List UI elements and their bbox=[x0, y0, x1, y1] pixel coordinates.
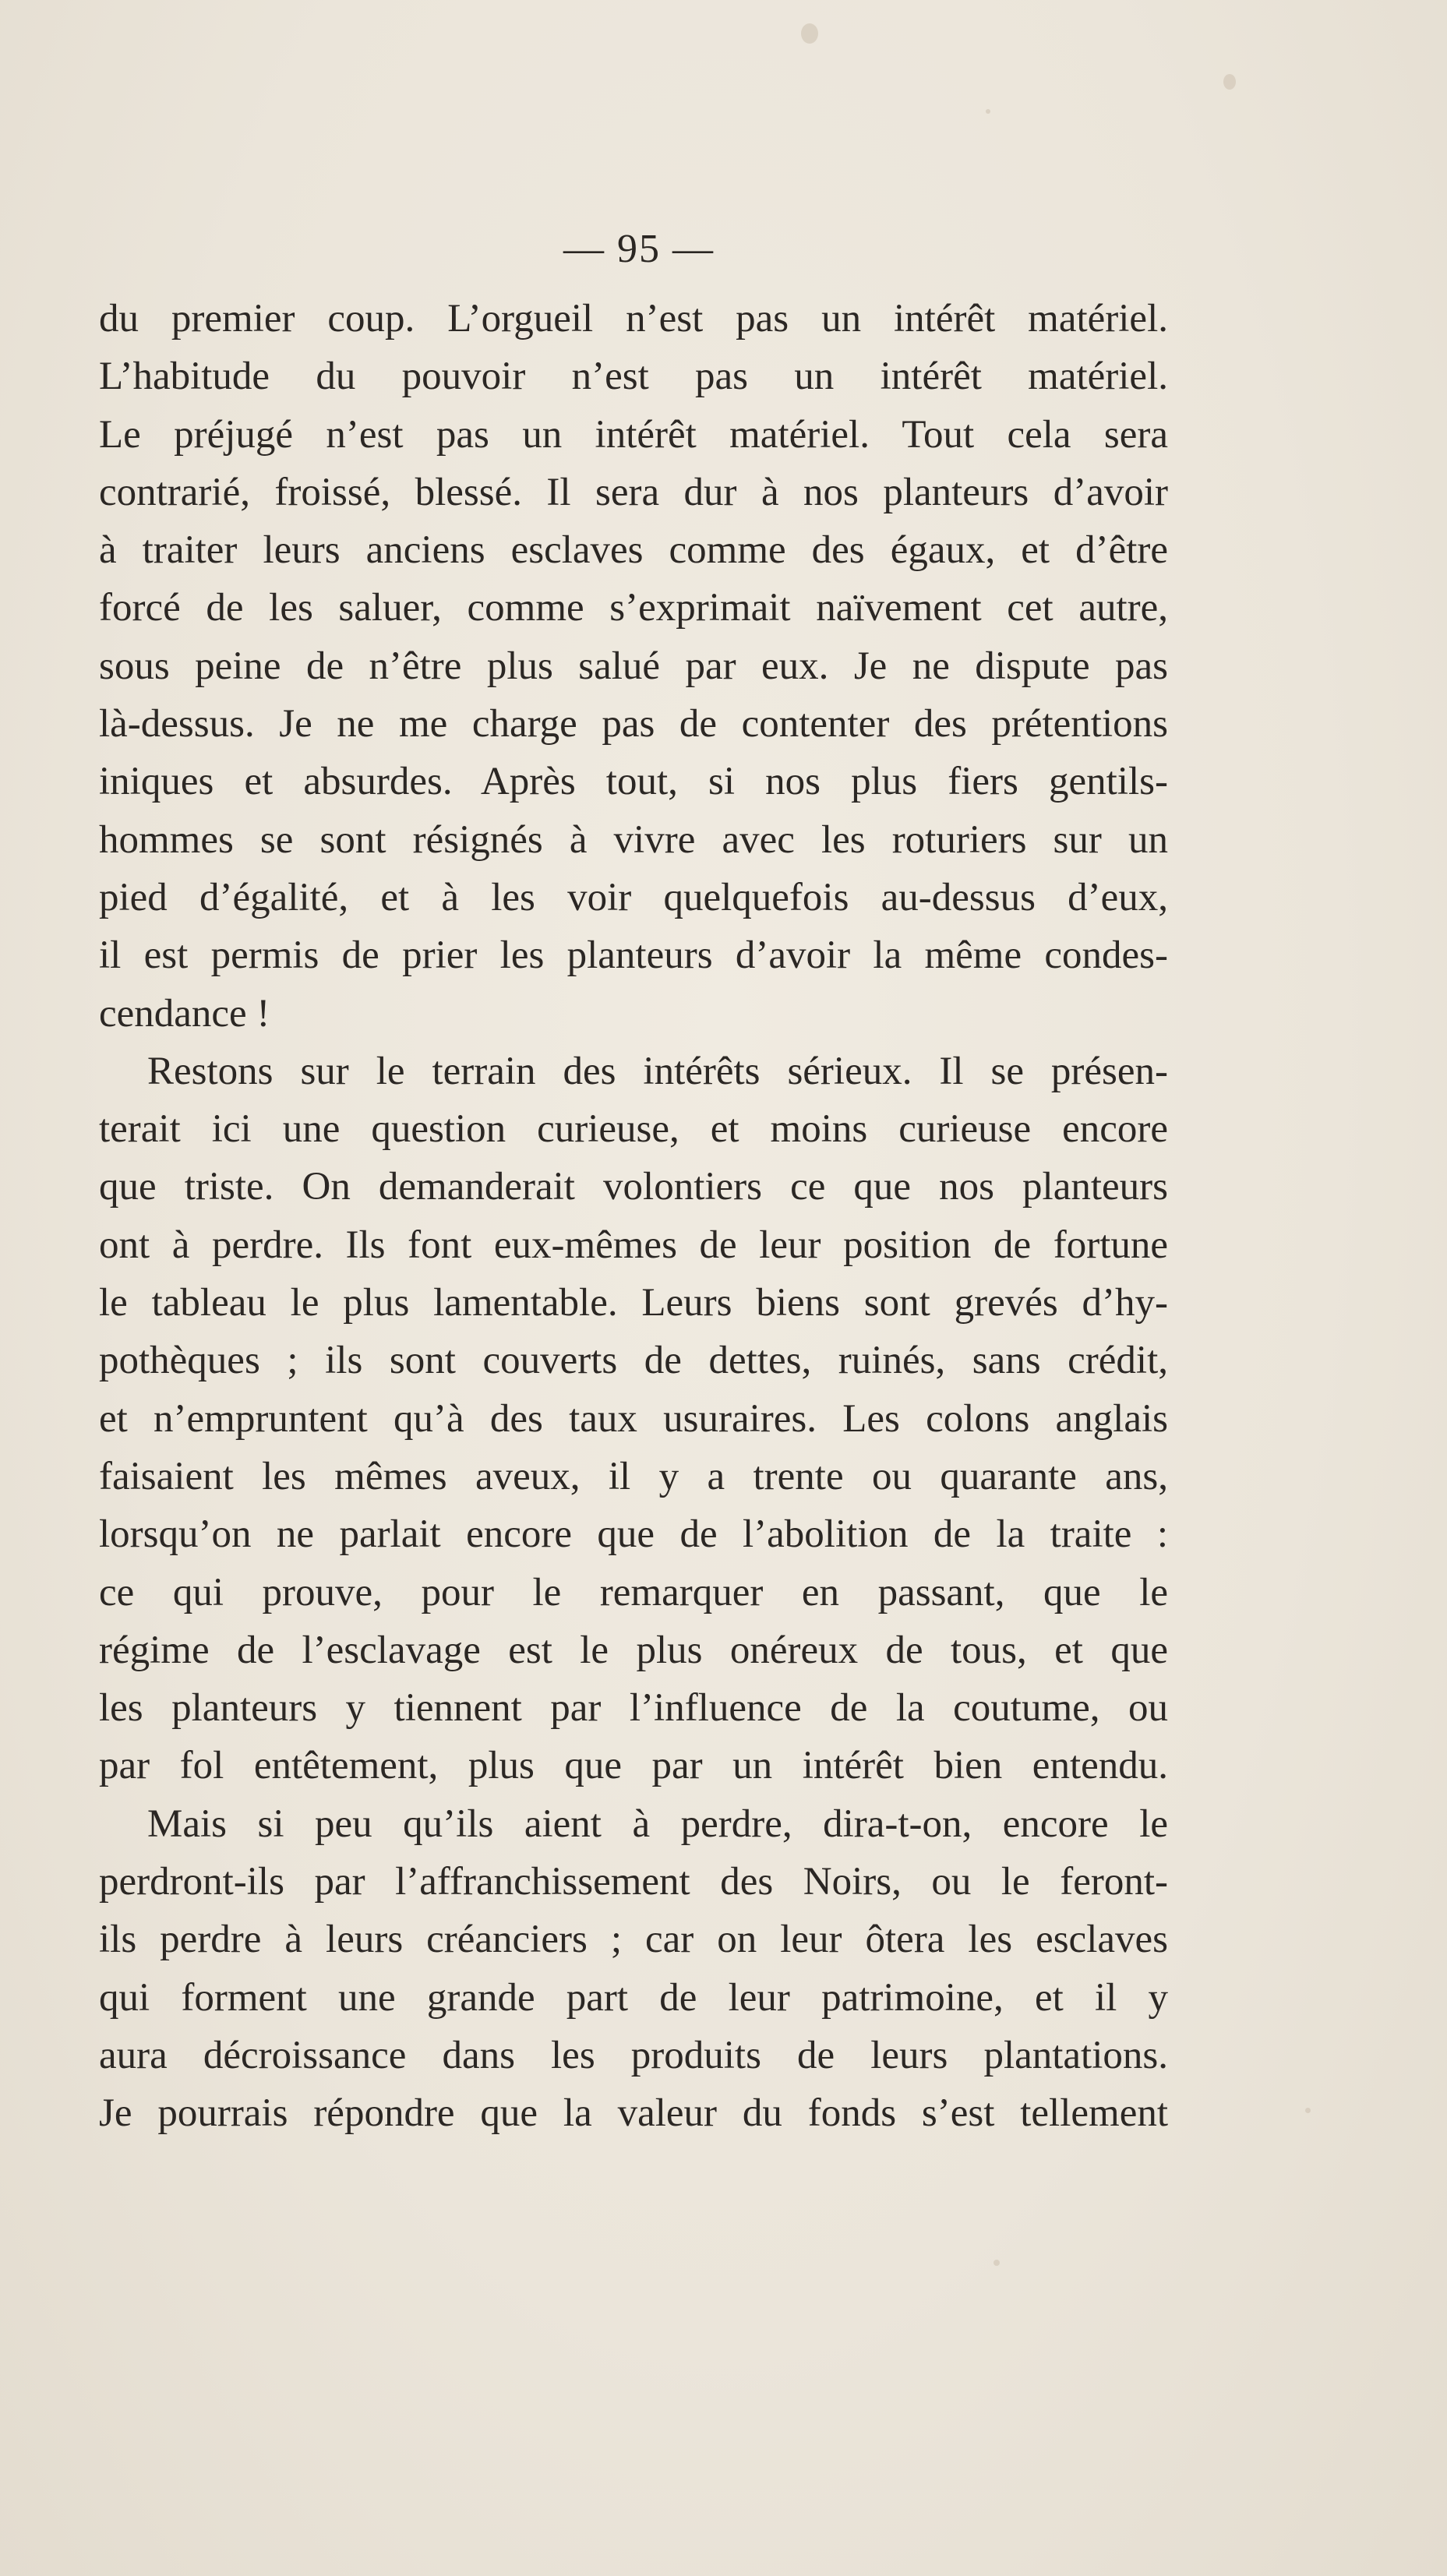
page-number: — 95 — bbox=[563, 227, 715, 271]
text-line: aura décroissance dans les produits de leurs plantations. bbox=[99, 2033, 1168, 2077]
text-line: ce qui prouve, pour le remarquer en passant, que le bbox=[99, 1570, 1168, 1614]
text-line: Restons sur le terrain des intérêts sérieux. Il se présen- bbox=[147, 1049, 1168, 1093]
text-line: iniques et absurdes. Après tout, si nos plus fiers gentils- bbox=[99, 760, 1168, 804]
text-line: L’habitude du pouvoir n’est pas un intérêt matériel. bbox=[99, 355, 1168, 399]
paper-speck bbox=[986, 109, 990, 114]
paper-speck bbox=[1223, 74, 1236, 90]
text-line: terait ici une question curieuse, et moins curieuse encore bbox=[99, 1107, 1168, 1152]
paper-speck bbox=[801, 23, 818, 44]
text-line: pied d’égalité, et à les voir quelquefois au-dessus d’eux, bbox=[99, 875, 1168, 919]
text-line: ont à perdre. Ils font eux-mêmes de leur position de fortune bbox=[99, 1223, 1168, 1267]
body-text bbox=[99, 290, 1168, 2143]
text-line: ils perdre à leurs créanciers ; car on leur ôtera les esclaves bbox=[99, 1918, 1168, 1962]
text-line: faisaient les mêmes aveux, il y a trente ou quarante ans, bbox=[99, 1454, 1168, 1498]
text-line: cendance ! bbox=[99, 991, 270, 1036]
text-line: qui forment une grande part de leur patrimoine, et il y bbox=[99, 1975, 1168, 2020]
text-line: lorsqu’on ne parlait encore que de l’abolition de la traite : bbox=[99, 1512, 1168, 1557]
text-line: que triste. On demanderait volontiers ce que nos planteurs bbox=[99, 1165, 1168, 1209]
text-line: sous peine de n’être plus salué par eux. Je ne dispute pas bbox=[99, 644, 1168, 688]
text-line: et n’empruntent qu’à des taux usuraires. Les colons anglais bbox=[99, 1396, 1168, 1441]
text-line: hommes se sont résignés à vivre avec les roturiers sur un bbox=[99, 817, 1168, 862]
text-line: du premier coup. L’orgueil n’est pas un intérêt matériel. bbox=[99, 297, 1168, 341]
text-line: contrarié, froissé, blessé. Il sera dur à nos planteurs d’avoir bbox=[99, 470, 1168, 514]
text-line: perdront-ils par l’affranchissement des Noirs, ou le feront- bbox=[99, 1860, 1168, 1904]
text-line: le tableau le plus lamentable. Leurs biens sont grevés d’hy- bbox=[99, 1281, 1168, 1325]
text-line: à traiter leurs anciens esclaves comme des égaux, et d’être bbox=[99, 528, 1168, 573]
text-line: il est permis de prier les planteurs d’avoir la même condes- bbox=[99, 933, 1168, 978]
text-line: par fol entêtement, plus que par un intérêt bien entendu. bbox=[99, 1744, 1168, 1788]
text-line: Le préjugé n’est pas un intérêt matériel. Tout cela sera bbox=[99, 412, 1168, 457]
text-line: Je pourrais répondre que la valeur du fonds s’est tellement bbox=[99, 2091, 1168, 2136]
paper-speck bbox=[993, 2260, 1000, 2266]
text-line: là-dessus. Je ne me charge pas de contenter des prétentions bbox=[99, 702, 1168, 746]
text-line: Mais si peu qu’ils aient à perdre, dira-t-on, encore le bbox=[147, 1801, 1168, 1846]
paper-speck bbox=[1305, 2108, 1311, 2113]
text-line: régime de l’esclavage est le plus onéreux de tous, et que bbox=[99, 1628, 1168, 1672]
text-line: les planteurs y tiennent par l’influence de la coutume, ou bbox=[99, 1686, 1168, 1731]
text-line: pothèques ; ils sont couverts de dettes, ruinés, sans crédit, bbox=[99, 1339, 1168, 1383]
text-line: forcé de les saluer, comme s’exprimait naïvement cet autre, bbox=[99, 586, 1168, 630]
